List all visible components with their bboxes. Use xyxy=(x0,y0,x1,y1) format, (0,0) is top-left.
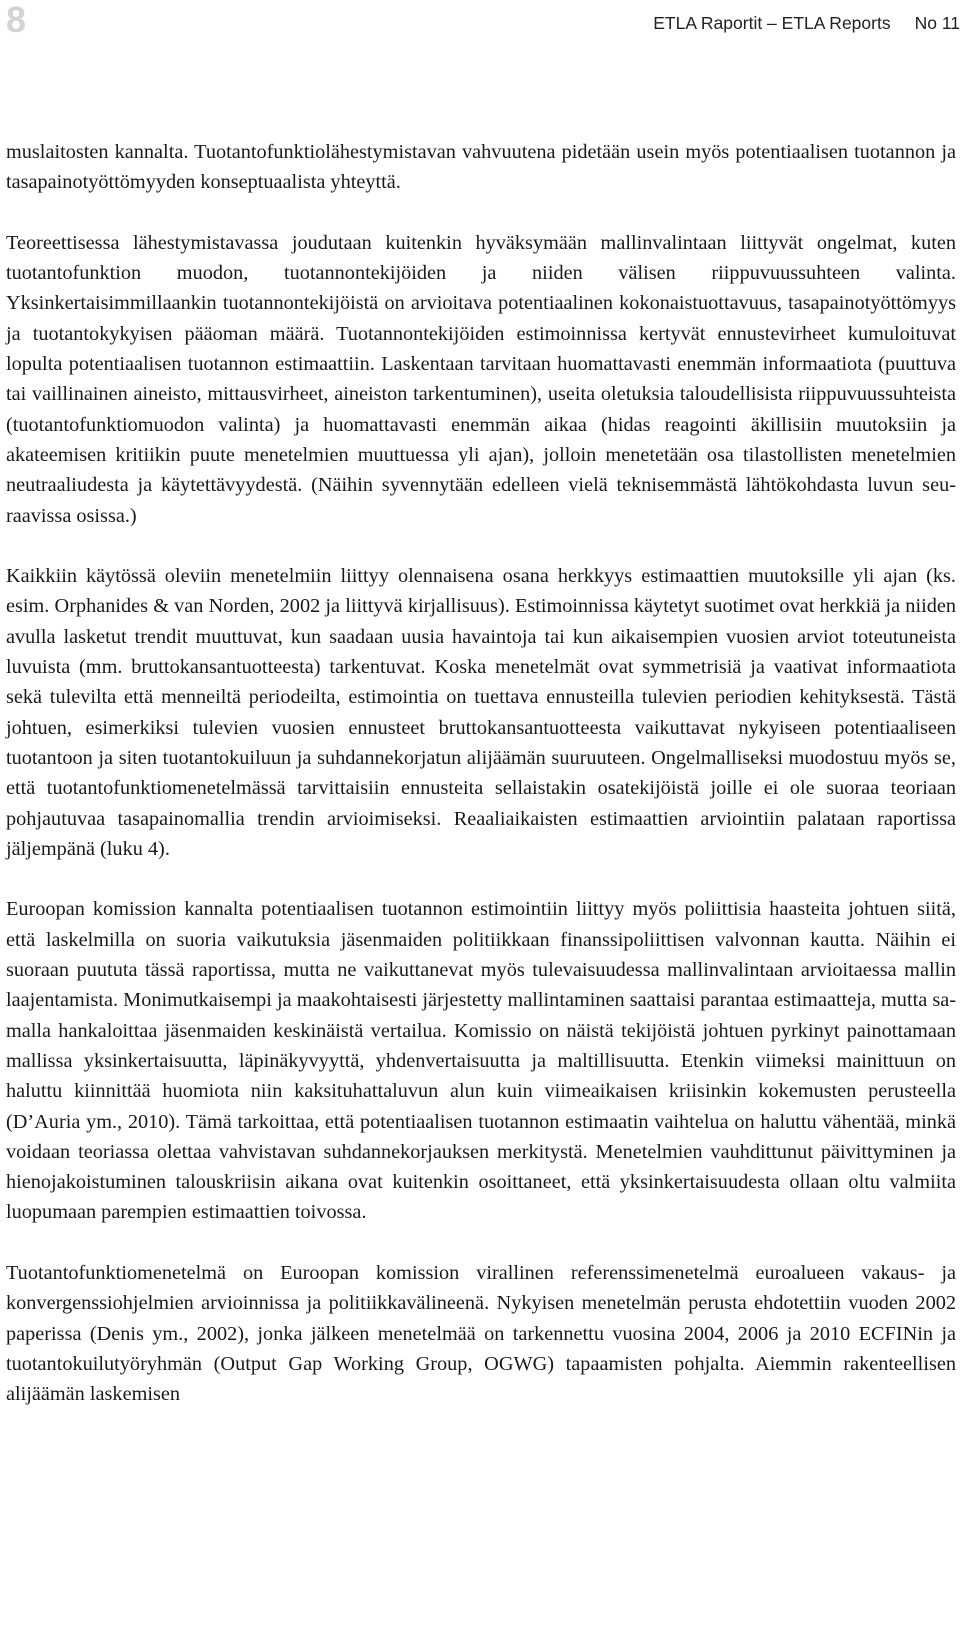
paragraph: muslaitosten kannalta. Tuotantofunktiolähestymistavan vahvuutena pidetään usein myös potentiaalisen tuotannon ja tasapainotyöttömyyden konseptuaalista yhteyttä. xyxy=(6,141,956,194)
running-header xyxy=(653,12,960,34)
paragraph: Euroopan komission kannalta potentiaalisen tuotannon estimointiin liittyy myös poliittisia haasteita johtuen siitä, että laskelmilla on suoria vaikutuksia jäsenmaiden politiikkaan finanssipoliittisen valvonnan kautta. Näihin ei suoraan puututa tässä raportissa, mutta ne vaikuttanevat myös tulevaisuudessa mallinvalintaan arvioitaessa mallin laajentamista. Monimutkaisempi ja maakohtaisesti järjestetty mallintaminen saattaisi parantaa estimaatteja, mutta samalla hankaloittaa jäsenmaiden keskinäistä vertailua. Komissio on näistä tekijöistä johtuen pyrkinyt painottamaan mallissa yksinkertaisuutta, läpinäkyvyyttä, yhdenvertaisuutta ja maltillisuutta. Etenkin viimeksi mainittuun on haluttu kiinnittää huomiota niin kaksituhattaluvun alun kuin viimeaikaisen kriisinkin kokemusten perusteella (D’Auria ym., 2010). Tämä tarkoittaa, että potentiaalisen tuotannon estimaatin vaihtelua on haluttu vähentää, minkä voidaan teoriassa olettaa vahvistavan suhdannekorjauksen merkitystä. Menetelmien vauhdittunut päivittyminen ja hienojakoistuminen talouskriisin aikana ovat kuitenkin osoittaneet, että yksinkertaisuudesta ollaan oltu valmiita luopumaan parempien estimaattien toivossa. xyxy=(6,898,956,1224)
page-number: 8 xyxy=(6,0,27,40)
report-issue-number: No 11 xyxy=(914,13,960,33)
report-series-title: ETLA Raportit – ETLA Reports xyxy=(653,13,891,33)
article-body xyxy=(6,137,956,1440)
paragraph: Tuotantofunktiomenetelmä on Euroopan komission virallinen referenssimenetelmä euroalueen vakaus- ja konvergenssiohjelmien arvioinnissa ja politiikkavälineenä. Nykyisen menetelmän perusta ehdotettiin vuoden 2002 paperissa (Denis ym., 2002), jonka jälkeen menetelmää on tarkennettu vuosina 2004, 2006 ja 2010 ECFINin ja tuotantokuilutyöryhmän (Output Gap Working Group, OGWG) tapaamisten pohjalta. Aiemmin rakenteellisen alijäämän laskemisen xyxy=(6,1261,956,1406)
paragraph: Teoreettisessa lähestymistavassa joudutaan kuitenkin hyväksymään mallinvalintaan liittyvät ongelmat, kuten tuotantofunktion muodon, tuotannontekijöiden ja niiden välisen riippuvuussuhteen valinta. Yksinkertaisimmillaankin tuotannontekijöistä on arvioitava potentiaalinen kokonaistuottavuus, tasapainotyöttömyys ja tuotantokykyisen pääoman määrä. Tuotannontekijöiden estimoinnissa kertyvät ennustevirheet kumuloituvat lopulta potentiaalisen tuotannon estimaattiin. Laskentaan tarvitaan huomattavasti enemmän informaatiota (puuttuva tai vaillinainen aineisto, mittausvirheet, aineiston tarkentuminen), useita oletuksia taloudellisista riippuvuussuhteista (tuotantofunktiomuodon valinta) ja huomattavasti enemmän aikaa (hidas reagointi äkillisiin muutoksiin ja akateemisen kritiikin puute menetelmien muuttuessa yli ajan), jolloin menetetään osa tilastollisten menetelmien neutraaliudesta ja käytettävyydestä. (Näihin syvennytään edelleen vielä teknisemmästä lähtökohdasta luvun seuraavissa osissa.) xyxy=(6,231,956,527)
paragraph: Kaikkiin käytössä oleviin menetelmiin liittyy olennaisena osana herkkyys estimaattien muutoksille yli ajan (ks. esim. Orphanides & van Norden, 2002 ja liittyvä kirjallisuus). Estimoinnissa käytetyt suotimet ovat herkkiä ja niiden avulla lasketut trendit muuttuvat, kun saadaan uusia havaintoja tai kun aikaisempien vuosien arviot toteutuneista luvuista (mm. bruttokansantuotteesta) tarkentuvat. Koska menetelmät ovat symmetrisiä ja vaativat informaatiota sekä tulevilta että menneiltä periodeilta, estimointia on tuettava ennusteilla tulevien periodien kehityksestä. Tästä johtuen, esimerkiksi tulevien vuosien ennusteet bruttokansantuotteesta vaikuttavat nykyiseen potentiaaliseen tuotantoon ja siten tuotantokuiluun ja suhdannekorjatun alijäämän suuruuteen. Ongelmalliseksi muodostuu myös se, että tuotantofunktiomenetelmässä tarvittaisiin ennusteita sellaistakin osatekijöistä joille ei ole suoraa teoriaan pohjautuvaa tasapainomallia trendin arvioimiseksi. Reaaliaikaisten estimaattien arviointiin palataan raportissa jäljempänä (luku 4). xyxy=(6,565,956,860)
